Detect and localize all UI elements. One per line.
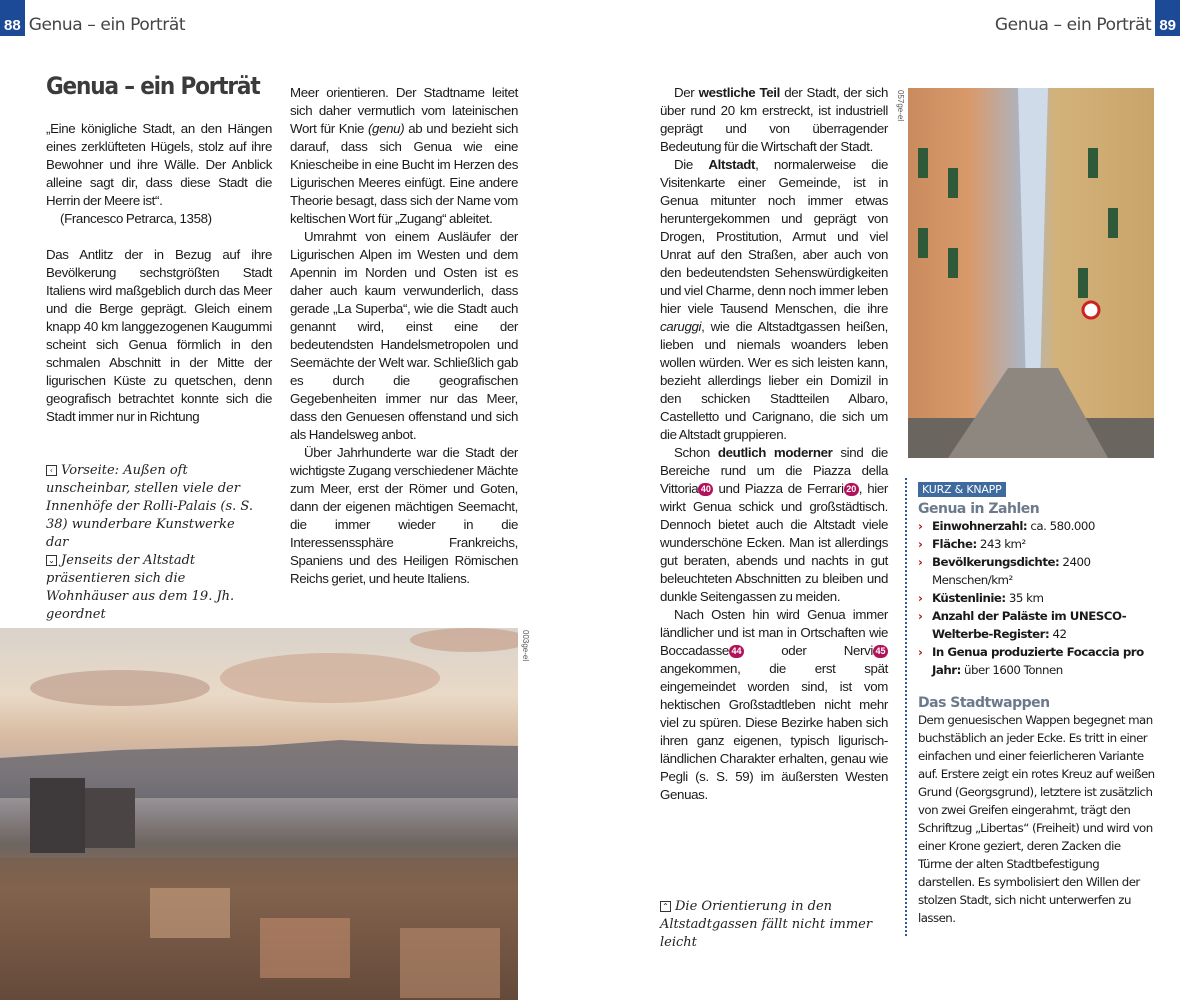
sight-marker-icon: 20 [844, 483, 859, 496]
fact-label: Anzahl der Paläste im UNESCO-Welterbe-Register: [932, 609, 1127, 641]
chevron-right-icon: › [918, 537, 923, 551]
left-column-1 [46, 120, 272, 426]
old-town-alley-photo [908, 88, 1154, 458]
caption-text: Die Orientierung in den Altstadtgassen fällt nicht immer leicht [660, 899, 873, 950]
cityscape-illustration [0, 628, 518, 1000]
chevron-right-icon: › [918, 609, 923, 623]
text-segment: Das Antlitz der in Bezug auf ihre Bevölkerung sechstgrößten Stadt Italiens wird maßgeblich durch das Meer und die Berge geprägt. Gleich einem knapp 40 km langgezogenen Kaugummi scheint sich Genua förmlich in den schmalen Abschnitt in der Mitte der ligurischen Küste zu quetschen, denn geografisch betrachtet konnte sich die Stadt immer nur in Richtung [46, 247, 272, 424]
facts-heading: Genua in Zahlen [918, 501, 1040, 517]
chevron-right-icon: › [918, 645, 923, 659]
fact-value: 2400 Menschen/km² [932, 555, 1091, 587]
left-column-2-body [290, 84, 518, 588]
text-segment: Nach Osten hin wird Genua immer ländlicher und ist man in Ortschaften wie Boccadasse [660, 607, 888, 658]
kurz-und-knapp-box [905, 478, 1155, 936]
fact-value: 35 km [1005, 591, 1044, 605]
chevron-right-icon: › [918, 519, 923, 533]
body-paragraph [660, 156, 888, 444]
fact-label: Fläche: [932, 537, 977, 551]
page-number: 89 [1155, 0, 1180, 36]
fact-item [918, 643, 1155, 679]
left-column-1-body [46, 246, 272, 426]
fact-item [918, 535, 1155, 553]
text-segment: , hier wirkt Genua schick und großstädtisch. Dennoch bietet auch die Altstadt viele wunderschöne Ecken. Man ist allerdings gut beraten, abends und nachts in gut beleuchteten Abschnitten zu bleiben und dunkle Seitengassen zu meiden. [660, 481, 888, 604]
fact-value: ca. 580.000 [1027, 519, 1095, 533]
text-segment: (genu) [367, 121, 405, 136]
text-segment: ab und bezieht sich darauf, dass sich Genua wie eine Kniescheibe in eine Bucht im Herzen des Ligurischen Meeres einfügt. Eine andere Theorie besagt, dass sich der Name vom keltischen Wort für „Zugang“ ableitet. [290, 121, 518, 226]
text-segment: und Piazza de Ferrari [713, 481, 844, 496]
page-number: 88 [0, 0, 25, 36]
text-segment: Der [674, 85, 699, 100]
body-paragraph [660, 444, 888, 606]
right-column [660, 84, 888, 804]
caption-previous-page [46, 462, 261, 552]
photo-credit: 003ge-el [521, 630, 530, 662]
fact-item [918, 607, 1155, 643]
left-running-header [0, 0, 189, 36]
text-segment: Meer orientieren. Der Stadtname leitet sich daher vermutlich vom lateinischen Wort für Knie [290, 85, 518, 136]
body-paragraph [290, 444, 518, 588]
right-running-header [991, 0, 1180, 36]
arrow-down-icon: ⌄ [46, 555, 57, 566]
body-paragraph [290, 84, 518, 228]
text-segment: oder Nervi [743, 643, 873, 658]
fact-item [918, 589, 1155, 607]
genoa-cityscape-photo [0, 628, 518, 1000]
chevron-right-icon: › [918, 555, 923, 569]
text-segment: deutlich moderner [717, 445, 833, 460]
arrow-left-icon: ‹ [46, 465, 57, 476]
facts-list [918, 517, 1155, 679]
running-title: Genua – ein Porträt [994, 15, 1152, 35]
fact-label: In Genua produzierte Focaccia pro Jahr: [932, 645, 1144, 677]
sight-marker-icon: 45 [873, 645, 888, 658]
coat-of-arms-heading: Das Stadtwappen [918, 695, 1050, 711]
fact-value: über 1600 Tonnen [960, 663, 1063, 677]
sight-marker-icon: 44 [729, 645, 744, 658]
text-segment: , wie die Altstadtgassen heißen, lieben und niemals woanders leben wollen würden. Wer es sich leisten kann, bezieht allerdings lieber ein Domizil in den schicken Stadtteilen Albaro, Castelletto und Carignano, die sich um die Altstadt gruppieren. [660, 319, 888, 442]
fact-value: 243 km² [976, 537, 1026, 551]
sight-marker-icon: 40 [698, 483, 713, 496]
body-paragraph [290, 228, 518, 444]
text-segment: , normalerweise die Visitenkarte einer Gemeinde, ist in Genua mitunter noch immer etwas heruntergekommen und geprägt von Drogen, Prostitution, Armut und viel Unrat auf den Straßen, aber auch von den bedeutendsten Sehenswürdigkeiten und viel Charme, denn noch immer leben hier viele Tausend Menschen, die ihre [660, 157, 889, 316]
kurz-knapp-badge: KURZ & KNAPP [918, 482, 1006, 497]
fact-label: Küstenlinie: [932, 591, 1006, 605]
text-segment: sind die Bereiche rund um die Piazza della Vittoria [660, 445, 888, 496]
text-segment: Schon [674, 445, 718, 460]
body-paragraph [660, 606, 888, 804]
right-column-body [660, 84, 888, 804]
text-segment: der Stadt, der sich über rund 20 km erstreckt, ist industriell geprägt und von überragender Bedeutung für die Wirtschaft der Stadt. [660, 85, 888, 154]
fact-value: 42 [1049, 627, 1067, 641]
fact-item [918, 517, 1155, 535]
arrow-up-icon: ⌃ [660, 901, 671, 912]
text-segment: Umrahmt von einem Ausläufer der Ligurischen Alpen im Westen und dem Apennin im Norden und Osten ist es daher auch kaum verwunderlich, dass gerade „La Superba“, wie die Stadt auch genannt wird, einst eine der bedeutendsten Handelsmetropolen und Seemächte der Welt war. Schließlich gab es durch die geografischen Gegebenheiten immer nur das Meer, dass den Genuesen offenstand und sich als Handelsweg anbot. [290, 229, 518, 442]
body-paragraph [46, 246, 272, 426]
text-segment: Über Jahrhunderte war die Stadt der wichtigste Zugang verschiedener Mächte zum Meer, erst der Römer und Goten, dann der eigenen mächtigen Seemacht, die immer wieder in die Interessenssphäre Frankreichs, Spaniens und des Heiligen Römischen Reichs geriet, und heute Italiens. [290, 445, 518, 586]
quote-source: (Francesco Petrarca, 1358) [60, 211, 212, 226]
chevron-right-icon: › [918, 591, 923, 605]
running-title: Genua – ein Porträt [28, 15, 186, 35]
text-segment: Altstadt [708, 157, 756, 172]
caption-alley-photo [660, 898, 885, 952]
text-segment: angekommen, die erst spät eingemeindet worden sind, ist vom hektischen Großstadtleben nicht mehr viel zu spüren. Diese Bezirke haben sich ihren ganz eigenen, typisch ligurisch-ländlichen Charakter erhalten, genau wie Pegli (s. S. 59) im äußersten Westen Genuas. [660, 661, 888, 802]
text-segment: westliche Teil [698, 85, 780, 100]
alley-illustration [908, 88, 1154, 458]
caption-below-photo [46, 552, 266, 624]
text-segment: caruggi [660, 319, 702, 334]
photo-credit: 057ge-el [896, 90, 905, 122]
text-segment: Die [674, 157, 709, 172]
quote: „Eine königliche Stadt, an den Hängen eines zerklüfteten Hügels, stolz auf ihre Bewohner und ihre Wälle. Der Anblick alleine sagt dir, dass diese Stadt die Herrin der Meere ist“. [46, 121, 272, 208]
fact-item [918, 553, 1155, 589]
page-title: Genua – ein Porträt [46, 72, 260, 100]
left-column-2 [290, 84, 518, 588]
coat-of-arms-text: Dem genuesischen Wappen begegnet man buchstäblich an jeder Ecke. Es tritt in einer einfachen und einer feierlicheren Variante auf. Erstere zeigt ein rotes Kreuz auf weißen Grund (Georgsgrund), letztere ist zusätzlich von zwei Greifen eingerahmt, trägt den Schriftzug „Libertas“ (Freiheit) und wird von einer Krone geziert, deren Zacken die Türme der alten Stadtbefestigung darstellen. Es symbolisiert den Willen der stolzen Stadt, sich nicht unterwerfen zu lassen. [918, 713, 1155, 925]
fact-label: Bevölkerungsdichte: [932, 555, 1060, 569]
fact-label: Einwohnerzahl: [932, 519, 1028, 533]
caption-text: Jenseits der Altstadt präsentieren sich die Wohnhäuser aus dem 19. Jh. geordnet [46, 553, 235, 622]
body-paragraph [660, 84, 888, 156]
caption-text: Vorseite: Außen oft unscheinbar, stellen viele der Innenhöfe der Rolli-Palais (s. S. 38) wunderbare Kunstwerke dar [46, 463, 253, 550]
